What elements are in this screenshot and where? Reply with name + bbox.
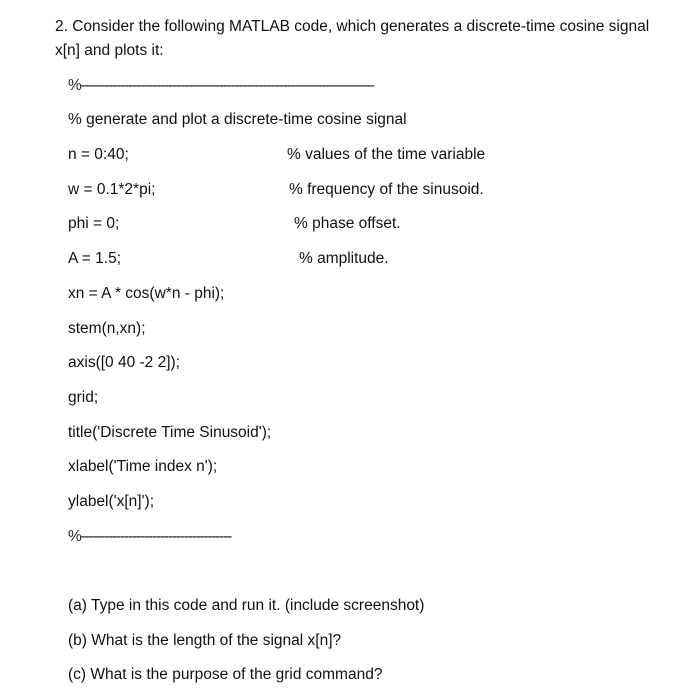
code-comment-w: % frequency of the sinusoid.: [289, 181, 484, 198]
code-line-ylabel: ylabel('x[n]');: [68, 493, 155, 510]
code-line-title: title('Discrete Time Sinusoid');: [68, 424, 272, 441]
code-line-phi: phi = 0;: [68, 215, 120, 232]
separator-bottom: %--------------------------------------: [68, 528, 232, 545]
code-comment-a: % amplitude.: [299, 250, 389, 267]
code-comment-n: % values of the time variable: [287, 146, 486, 163]
separator-top: %--------------------------------------------------------------------------: [68, 77, 374, 94]
code-line-a: A = 1.5;: [68, 250, 122, 267]
code-comment-phi: % phase offset.: [294, 215, 401, 232]
subquestion-c: (c) What is the purpose of the grid command?: [68, 666, 383, 683]
code-line-n: n = 0:40;: [68, 146, 129, 163]
code-comment-header: % generate and plot a discrete-time cosine signal: [68, 111, 407, 128]
question-line-1: 2. Consider the following MATLAB code, which generates a discrete-time cosine signal: [55, 18, 650, 35]
code-line-xlabel: xlabel('Time index n');: [68, 458, 218, 475]
code-line-grid: grid;: [68, 389, 99, 406]
code-line-w: w = 0.1*2*pi;: [68, 181, 156, 198]
code-line-xn: xn = A * cos(w*n - phi);: [68, 285, 225, 302]
subquestion-a: (a) Type in this code and run it. (include screenshot): [68, 597, 425, 614]
subquestion-b: (b) What is the length of the signal x[n]?: [68, 632, 342, 649]
code-line-stem: stem(n,xn);: [68, 320, 146, 337]
code-line-axis: axis([0 40 -2 2]);: [68, 354, 180, 371]
question-line-2: x[n] and plots it:: [55, 42, 164, 59]
